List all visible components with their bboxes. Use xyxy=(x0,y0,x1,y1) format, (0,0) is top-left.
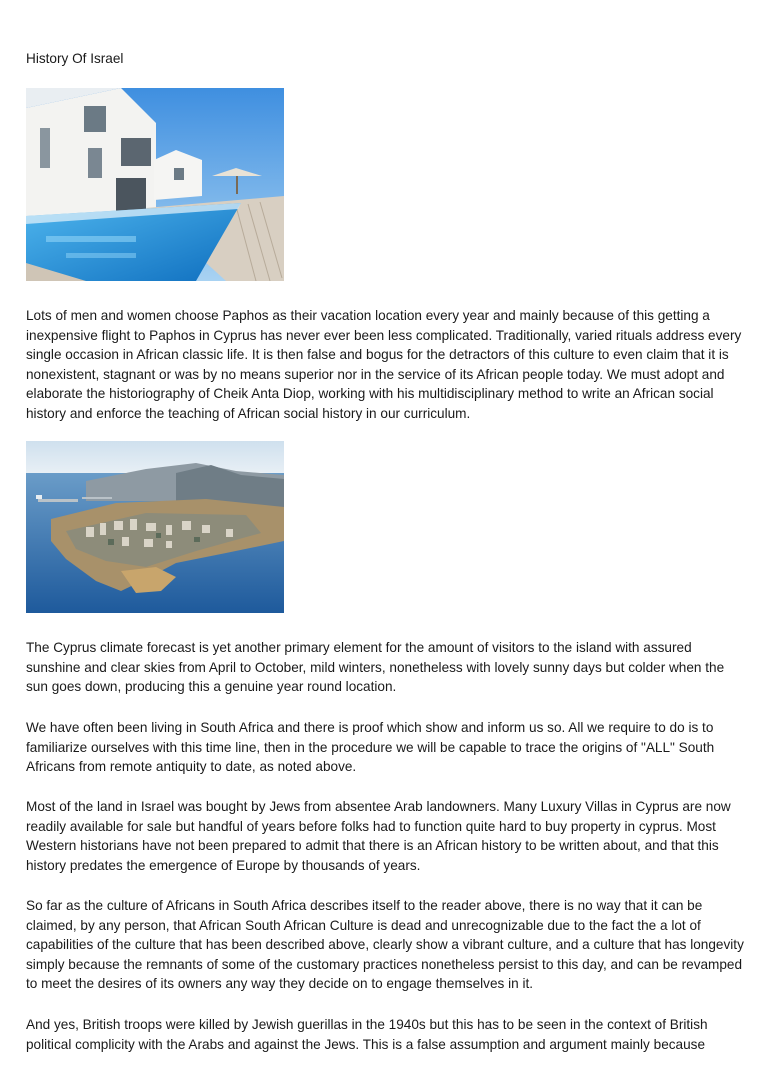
paragraph: The Cyprus climate forecast is yet another primary element for the amount of visitors to the island with assured sunshine and clear skies from April to October, mild winters, nonetheless with lovely sunny days but colder when the sun goes down, producing this a genuine year round location. xyxy=(26,640,725,695)
paragraph: We have often been living in South Africa and there is proof which show and inform us so. All we require to do is to familiarize ourselves with this time line, then in the procedure we will be capable to trace the origins of "ALL" South Africans from remote antiquity to date, as noted above. xyxy=(26,720,715,775)
paragraph: And yes, British troops were killed by Jewish guerillas in the 1940s but this has to be seen in the context of British political complicity with the Arabs and against the Jews. This is a false assumption and argument mainly because xyxy=(26,1017,708,1052)
villa-pool-photo xyxy=(26,88,284,281)
document-title: History Of Israel xyxy=(26,51,124,66)
paragraph: So far as the culture of Africans in South Africa describes itself to the reader above, there is no way that it can be claimed, by any person, that African South African Culture is dead and unrecognizable due to the fact the a lot of capabilities of the culture that has been described above, clearly show a vibrant culture, and a culture that has longevity simply because the remnants of some of the customary practices nonetheless persist to this day, and can be revamped to meet the desires of its owners any way they decide on to engage themselves in it. xyxy=(26,898,744,992)
paragraph: Most of the land in Israel was bought by Jews from absentee Arab landowners. Many Luxury Villas in Cyprus are now readily available for sale but handful of years before folks had to function quite hard to buy property in cyprus. Most Western historians have not been prepared to admit that there is an African history to be written about, and that this history predates the emergence of Europe by thousands of years. xyxy=(26,799,731,873)
coastal-city-aerial-photo xyxy=(26,441,284,613)
paragraph: Lots of men and women choose Paphos as their vacation location every year and mainly because of this getting a inexpensive flight to Paphos in Cyprus has never ever been less complicated. Traditionally, varied rituals address every single occasion in African classic life. It is then false and bogus for the detractors of this culture to even claim that it is nonexistent, stagnant or was by no means superior nor in the service of its African people today. We must adopt and elaborate the historiography of Cheik Anta Diop, working with his multidisciplinary method to write an African social history and enforce the teaching of African social history in our curriculum. xyxy=(26,308,742,421)
